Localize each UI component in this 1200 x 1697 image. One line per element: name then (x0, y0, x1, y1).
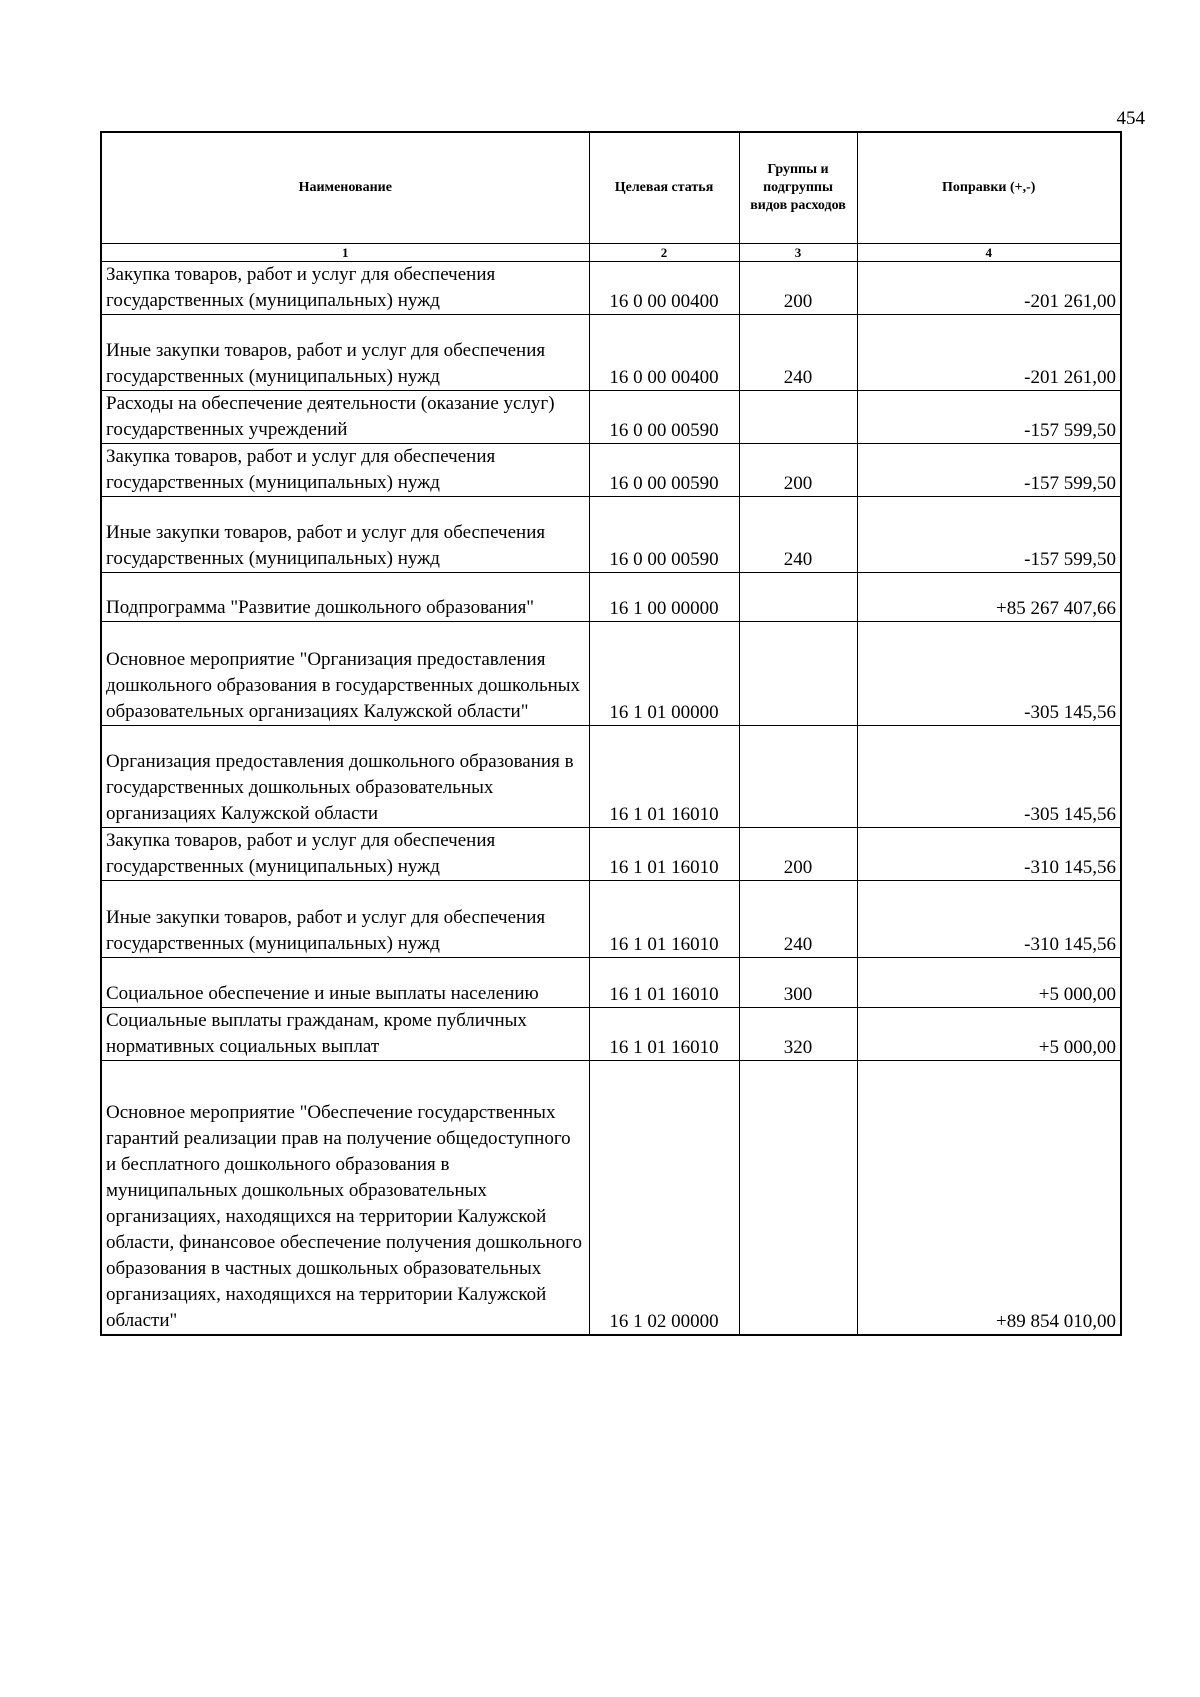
row-amount: -157 599,50 (857, 391, 1121, 444)
row-name: Иные закупки товаров, работ и услуг для обеспечения государственных (муниципальных) нужд (101, 881, 589, 958)
row-name: Иные закупки товаров, работ и услуг для обеспечения государственных (муниципальных) нужд (101, 315, 589, 391)
table-row (101, 958, 1121, 1008)
table-row (101, 1008, 1121, 1061)
column-number: 4 (857, 244, 1121, 262)
column-number: 2 (589, 244, 739, 262)
table-row (101, 881, 1121, 958)
row-target-code: 16 1 01 16010 (589, 726, 739, 828)
row-name: Основное мероприятие "Обеспечение государственных гарантий реализации прав на получение общедоступного и бесплатного дошкольного образования в муниципальных дошкольных образовательных организациях, находящихся на территории Калужской области, финансовое обеспечение получения дошкольного образования в частных дошкольных образовательных организациях, находящихся на территории Калужской области" (101, 1061, 589, 1335)
table-row (101, 726, 1121, 828)
row-name: Расходы на обеспечение деятельности (оказание услуг) государственных учреждений (101, 391, 589, 444)
table-row (101, 497, 1121, 573)
row-target-code: 16 1 01 16010 (589, 1008, 739, 1061)
row-expense-group (739, 726, 857, 828)
row-expense-group (739, 1061, 857, 1335)
row-name: Закупка товаров, работ и услуг для обеспечения государственных (муниципальных) нужд (101, 262, 589, 315)
header-name: Наименование (101, 132, 589, 244)
table-row (101, 315, 1121, 391)
row-target-code: 16 1 01 16010 (589, 958, 739, 1008)
row-target-code: 16 1 01 00000 (589, 622, 739, 726)
table-row (101, 573, 1121, 622)
table-row (101, 262, 1121, 315)
row-target-code: 16 1 02 00000 (589, 1061, 739, 1335)
row-target-code: 16 0 00 00590 (589, 391, 739, 444)
header-row (101, 132, 1121, 244)
budget-amendments-table (100, 131, 1122, 1336)
row-amount: -305 145,56 (857, 622, 1121, 726)
row-amount: +85 267 407,66 (857, 573, 1121, 622)
row-expense-group: 300 (739, 958, 857, 1008)
row-name: Социальные выплаты гражданам, кроме публичных нормативных социальных выплат (101, 1008, 589, 1061)
table-row (101, 622, 1121, 726)
row-amount: +5 000,00 (857, 1008, 1121, 1061)
row-expense-group: 240 (739, 881, 857, 958)
column-number: 1 (101, 244, 589, 262)
row-target-code: 16 0 00 00590 (589, 497, 739, 573)
row-expense-group: 200 (739, 828, 857, 881)
row-expense-group (739, 622, 857, 726)
row-amount: -305 145,56 (857, 726, 1121, 828)
row-expense-group: 200 (739, 262, 857, 315)
row-expense-group: 240 (739, 315, 857, 391)
row-amount: -157 599,50 (857, 444, 1121, 497)
row-amount: +5 000,00 (857, 958, 1121, 1008)
row-target-code: 16 1 01 16010 (589, 828, 739, 881)
row-amount: -201 261,00 (857, 262, 1121, 315)
row-target-code: 16 0 00 00400 (589, 315, 739, 391)
row-name: Подпрограмма "Развитие дошкольного образования" (101, 573, 589, 622)
table-row (101, 391, 1121, 444)
row-amount: +89 854 010,00 (857, 1061, 1121, 1335)
row-expense-group: 320 (739, 1008, 857, 1061)
row-expense-group (739, 573, 857, 622)
row-target-code: 16 1 00 00000 (589, 573, 739, 622)
row-amount: -310 145,56 (857, 828, 1121, 881)
table-row (101, 444, 1121, 497)
row-name: Организация предоставления дошкольного образования в государственных дошкольных образовательных организациях Калужской области (101, 726, 589, 828)
row-expense-group (739, 391, 857, 444)
row-name: Основное мероприятие "Организация предоставления дошкольного образования в государственных дошкольных образовательных организациях Калужской области" (101, 622, 589, 726)
row-amount: -201 261,00 (857, 315, 1121, 391)
header-target-article: Целевая статья (589, 132, 739, 244)
header-expense-group: Группы и подгруппы видов расходов (739, 132, 857, 244)
table-row (101, 1061, 1121, 1335)
row-expense-group: 200 (739, 444, 857, 497)
row-amount: -310 145,56 (857, 881, 1121, 958)
table-row (101, 828, 1121, 881)
page-number: 454 (1116, 108, 1145, 129)
column-number-row (101, 244, 1121, 262)
header-amendments: Поправки (+,-) (857, 132, 1121, 244)
row-name: Иные закупки товаров, работ и услуг для обеспечения государственных (муниципальных) нужд (101, 497, 589, 573)
row-amount: -157 599,50 (857, 497, 1121, 573)
row-name: Закупка товаров, работ и услуг для обеспечения государственных (муниципальных) нужд (101, 444, 589, 497)
row-expense-group: 240 (739, 497, 857, 573)
column-number: 3 (739, 244, 857, 262)
row-target-code: 16 0 00 00400 (589, 262, 739, 315)
row-name: Социальное обеспечение и иные выплаты населению (101, 958, 589, 1008)
row-target-code: 16 1 01 16010 (589, 881, 739, 958)
row-name: Закупка товаров, работ и услуг для обеспечения государственных (муниципальных) нужд (101, 828, 589, 881)
row-target-code: 16 0 00 00590 (589, 444, 739, 497)
